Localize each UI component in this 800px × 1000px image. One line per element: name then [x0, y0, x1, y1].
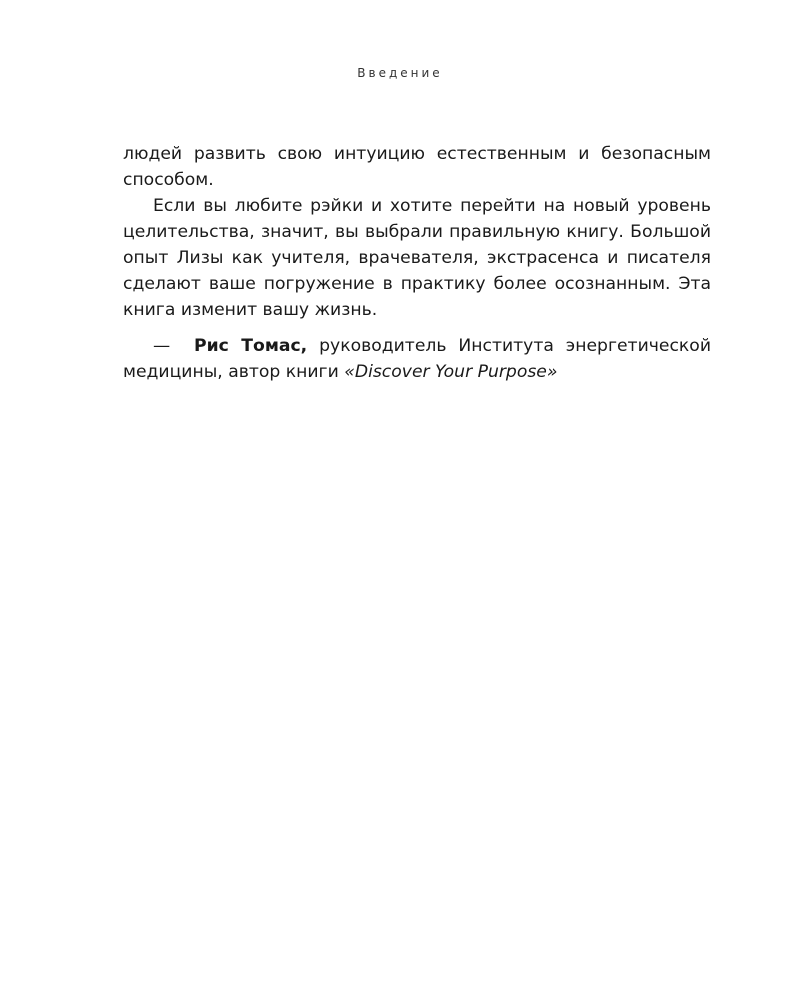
- book-title: «Discover Your Purpose»: [344, 362, 558, 382]
- paragraph-continuation: людей развить свою интуицию естественным и безопасным способом.: [123, 144, 711, 190]
- body-text: [123, 141, 711, 385]
- attribution-dash: —: [153, 336, 171, 356]
- running-head: Введение: [357, 66, 443, 80]
- paragraph-endorsement: Если вы любите рэйки и хотите перейти на новый уровень целительства, значит, вы выбрали правильную книгу. Большой опыт Лизы как учителя, врачевателя, экстрасенса и писателя сделают ваше погружение в практику более осознанным. Эта книга изменит вашу жизнь.: [123, 196, 711, 320]
- author-role: руководитель Института энергетической медицины, автор книги: [123, 336, 711, 382]
- author-name: Рис Томас,: [194, 336, 308, 356]
- attribution: [123, 333, 711, 385]
